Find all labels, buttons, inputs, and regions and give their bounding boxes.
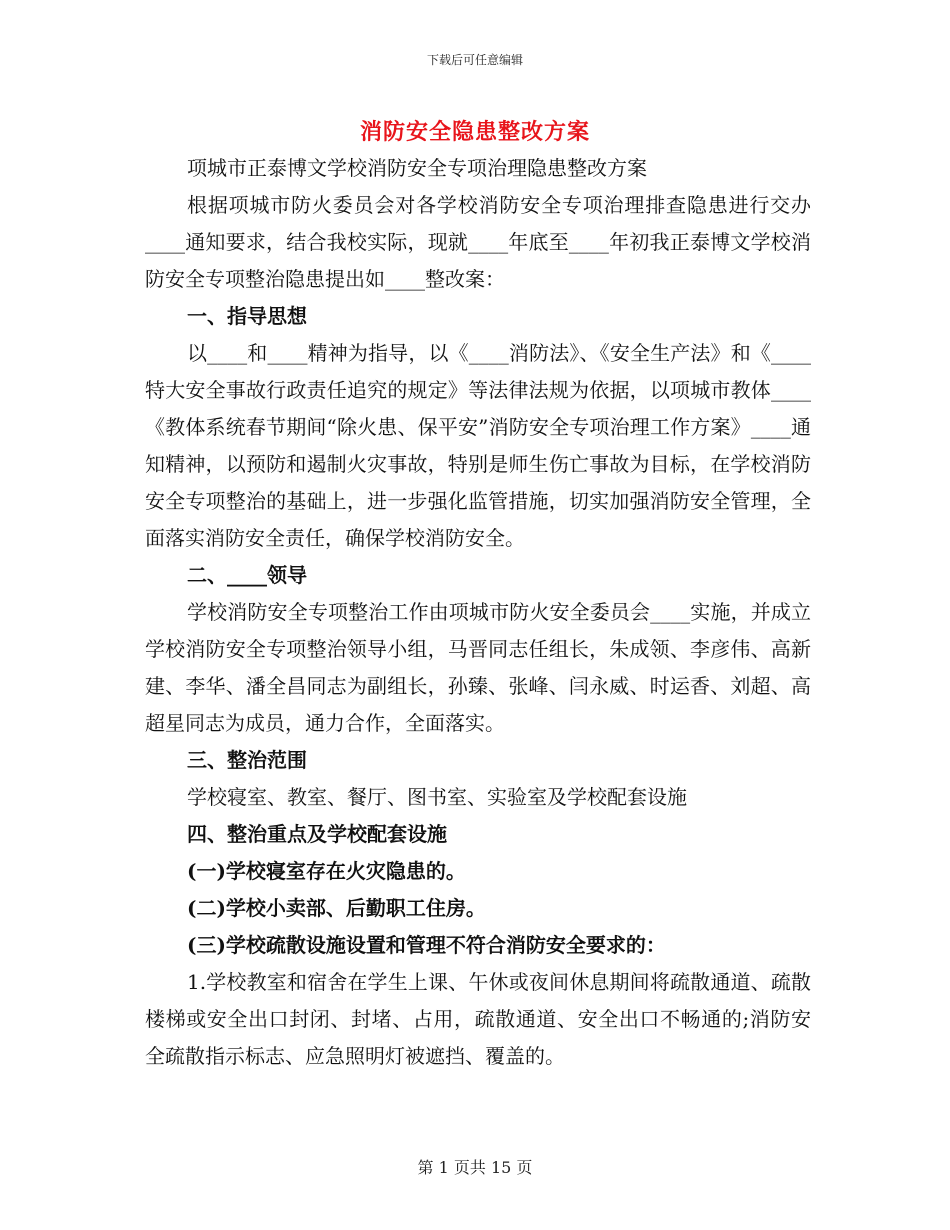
document-title: 消防安全隐患整改方案 (359, 119, 590, 145)
heading-scope: 三、整治范围 (187, 748, 307, 772)
paragraph-subtitle: 项城市正泰博文学校消防安全专项治理隐患整改方案 (187, 156, 647, 180)
heading-guiding-ideology: 一、指导思想 (187, 304, 307, 328)
paragraph-evacuation-item-1: 1.学校教室和宿舍在学生上课、午休或夜间休息期间将疏散通道、疏散楼梯或安全出口封闭、封堵、占用，疏散通道、安全出口不畅通的;消防安全疏散指示标志、应急照明灯被遮挡、覆盖的。 (145, 970, 811, 1068)
paragraph-guiding-ideology: 以____和____精神为指导，以《____消防法》、《安全生产法》和《____特大安全事故行政责任追究的规定》等法律法规为依据，以项城市教体____《教体系统春节期间“除火患、保平安”消防安全专项治理工作方案》____通知精神，以预防和遏制火灾事故，特别是师生伤亡事故为目标，在学校消防安全专项整治的基础上，进一步强化监管措施，切实加强消防安全管理，全面落实消防安全责任，确保学校消防安全。 (145, 341, 811, 550)
heading-key-points: 四、整治重点及学校配套设施 (187, 822, 447, 846)
subheading-evacuation: (三)学校疏散设施设置和管理不符合消防安全要求的： (187, 933, 666, 957)
paragraph-scope: 学校寝室、教室、餐厅、图书室、实验室及学校配套设施 (187, 785, 687, 809)
page-header: 下载后可任意编辑 (426, 53, 523, 67)
heading-leadership: 二、____领导 (187, 563, 307, 587)
page-footer: 第 1 页共 15 页 (417, 1158, 533, 1177)
document-body (145, 150, 811, 1075)
paragraph-intro: 根据项城市防火委员会对各学校消防安全专项治理排查隐患进行交办____通知要求，结合我校实际，现就____年底至____年初我正泰博文学校消防安全专项整治隐患提出如____整改案： (145, 193, 811, 291)
subheading-dormitory: (一)学校寝室存在火灾隐患的。 (187, 859, 466, 883)
paragraph-leadership: 学校消防安全专项整治工作由项城市防火安全委员会____实施，并成立学校消防安全专项整治领导小组，马晋同志任组长，朱成领、李彦伟、高新建、李华、潘全昌同志为副组长，孙臻、张峰、闫永威、时运香、刘超、高超星同志为成员，通力合作，全面落实。 (145, 600, 811, 735)
subheading-shop: (二)学校小卖部、后勤职工住房。 (187, 896, 486, 920)
